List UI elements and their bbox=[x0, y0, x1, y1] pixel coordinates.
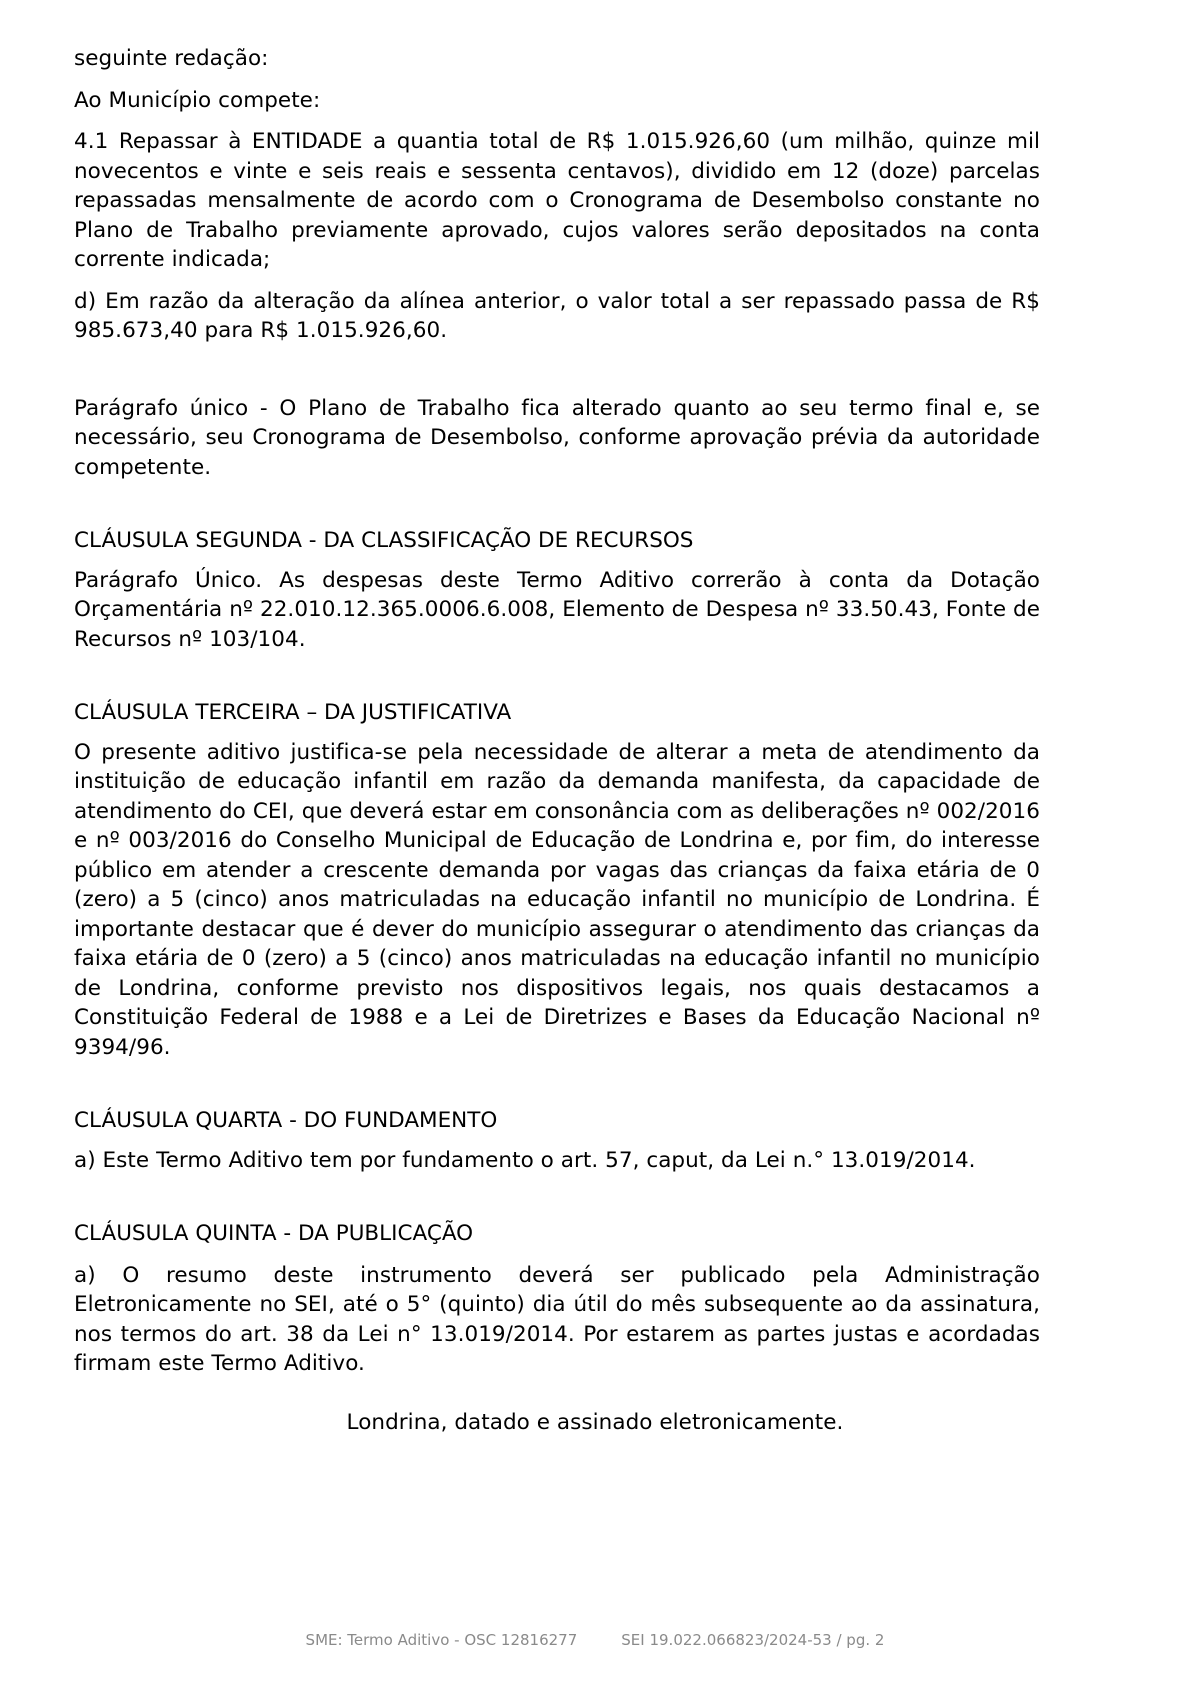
spacer bbox=[74, 1062, 1040, 1106]
spacer bbox=[74, 1249, 1040, 1261]
heading-clausula-quarta: CLÁUSULA QUARTA - DO FUNDAMENTO bbox=[74, 1108, 498, 1133]
spacer bbox=[74, 1136, 1040, 1146]
paragraph-item-d: d) Em razão da alteração da alínea anterior, o valor total a ser repassado passa de R$ 985.673,40 para R$ 1.015.926,60. bbox=[74, 288, 1040, 343]
spacer bbox=[74, 1175, 1040, 1219]
signature-line: Londrina, datado e assinado eletronicamente. bbox=[346, 1410, 844, 1435]
heading-clausula-terceira: CLÁUSULA TERCEIRA – DA JUSTIFICATIVA bbox=[74, 700, 512, 725]
heading-clausula-segunda: CLÁUSULA SEGUNDA - DA CLASSIFICAÇÃO DE RECURSOS bbox=[74, 528, 694, 553]
paragraph-clausula-quinta-body: a) O resumo deste instrumento deverá ser publicado pela Administração Eletronicamente no SEI, até o 5° (quinto) dia útil do mês subsequente ao da assinatura, nos termos do art. 38 da Lei n° 13.019/2014. Por estarem as partes justas e acordadas firmam este Termo Aditivo. bbox=[74, 1262, 1040, 1376]
paragraph-intro-1: seguinte redação: bbox=[74, 46, 269, 71]
page-footer bbox=[0, 1630, 1190, 1650]
paragraph-clause-4-1: 4.1 Repassar à ENTIDADE a quantia total de R$ 1.015.926,60 (um milhão, quinze mil novecentos e vinte e seis reais e sessenta centavos), dividido em 12 (doze) parcelas repassadas mensalmente de acordo com o Cronograma de Desembolso constante no Plano de Trabalho previamente aprovado, cujos valores serão depositados na conta corrente indicada; bbox=[74, 129, 1040, 272]
paragraph-paragrafo-unico: Parágrafo único - O Plano de Trabalho fica alterado quanto ao seu termo final e, se necessário, seu Cronograma de Desembolso, conforme aprovação prévia da autoridade competente. bbox=[74, 395, 1040, 480]
spacer bbox=[74, 115, 1040, 127]
footer-document-reference: SME: Termo Aditivo - OSC 12816277 bbox=[305, 1631, 578, 1649]
spacer bbox=[74, 482, 1040, 526]
spacer bbox=[74, 728, 1040, 738]
footer-sei-reference: SEI 19.022.066823/2024-53 / pg. 2 bbox=[621, 1631, 885, 1649]
spacer bbox=[74, 275, 1040, 287]
paragraph-clausula-terceira-body: O presente aditivo justifica-se pela necessidade de alterar a meta de atendimento da instituição de educação infantil em razão da demanda manifesta, da capacidade de atendimento do CEI, que deverá estar em consonância com as deliberações nº 002/2016 e nº 003/2016 do Conselho Municipal de Educação de Londrina e, por fim, do interesse público em atender a crescente demanda por vagas das crianças da faixa etária de 0 (zero) a 5 (cinco) anos matriculadas na educação infantil no município de Londrina. É importante destacar que é dever do município assegurar o atendimento das crianças da faixa etária de 0 (zero) a 5 (cinco) anos matriculadas na educação infantil no município de Londrina, conforme previsto nos dispositivos legais, nos quais destacamos a Constituição Federal de 1988 e a Lei de Diretrizes e Bases da Educação Nacional nº 9394/96. bbox=[74, 739, 1040, 1060]
document-body bbox=[74, 44, 1040, 1379]
spacer bbox=[74, 654, 1040, 698]
spacer bbox=[74, 346, 1040, 394]
spacer bbox=[74, 74, 1040, 86]
signature-block bbox=[74, 1408, 1116, 1438]
heading-clausula-quinta: CLÁUSULA QUINTA - DA PUBLICAÇÃO bbox=[74, 1221, 474, 1246]
paragraph-clausula-segunda-body: Parágrafo Único. As despesas deste Termo Aditivo correrão à conta da Dotação Orçamentária nº 22.010.12.365.0006.6.008, Elemento de Despesa nº 33.50.43, Fonte de Recursos nº 103/104. bbox=[74, 567, 1040, 652]
paragraph-intro-2: Ao Município compete: bbox=[74, 87, 321, 113]
paragraph-clausula-quarta-body: a) Este Termo Aditivo tem por fundamento o art. 57, caput, da Lei n.° 13.019/2014. bbox=[74, 1147, 976, 1173]
spacer bbox=[74, 556, 1040, 566]
